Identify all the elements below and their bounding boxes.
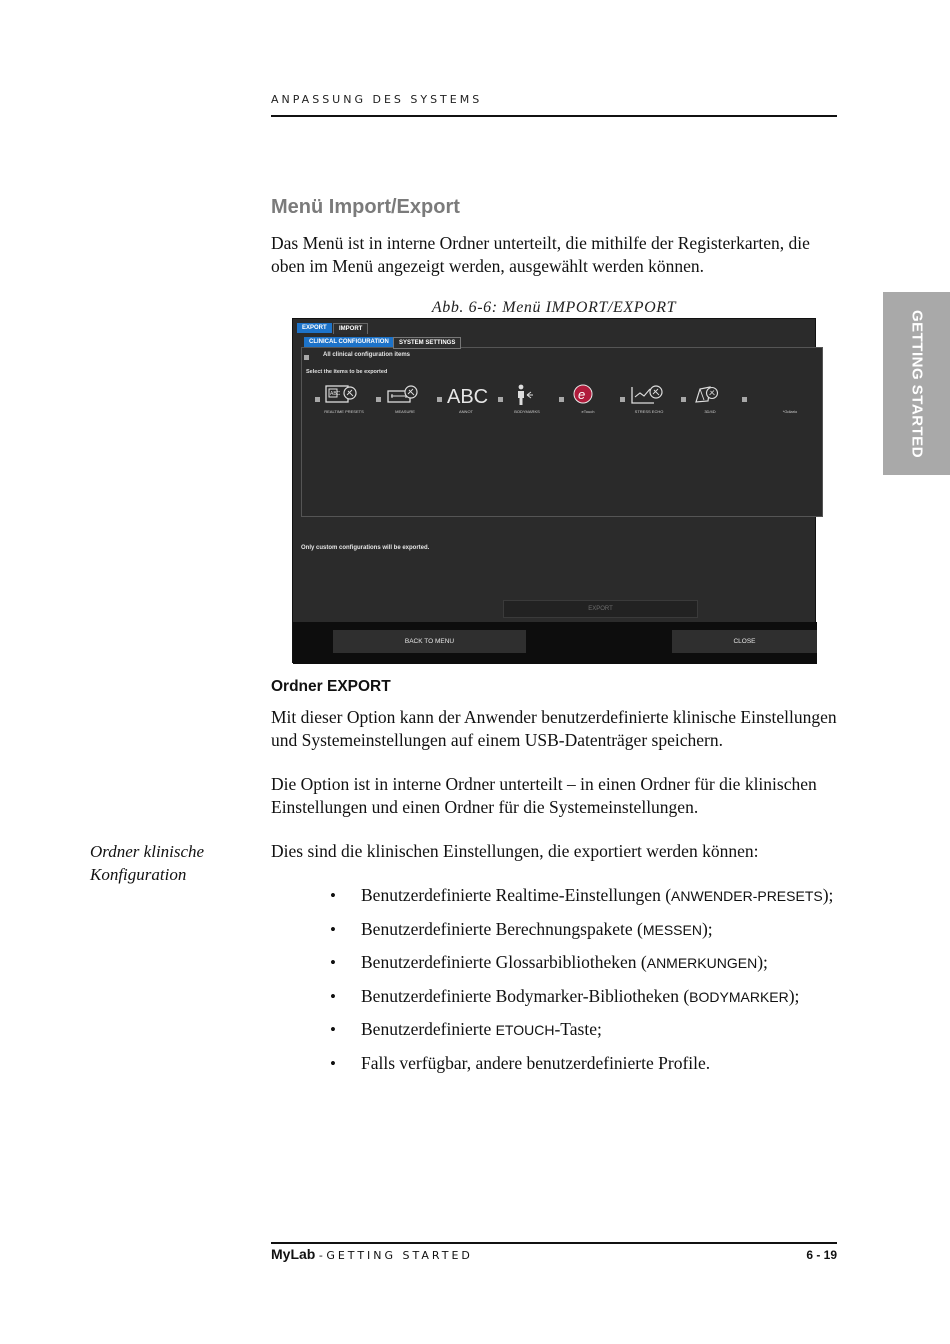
list-item: • Benutzerdefinierte Berechnungspakete (MESSEN); — [330, 918, 850, 952]
side-chapter-tab — [883, 292, 950, 475]
import-export-screenshot — [292, 318, 816, 663]
item-checkbox[interactable] — [376, 397, 381, 402]
list-item: • Falls verfügbar, andere benutzerdefinierte Profile. — [330, 1052, 850, 1086]
bodymarker-icon — [507, 383, 543, 407]
footer-rule — [271, 1242, 837, 1244]
figure-caption: Abb. 6-6: Menü IMPORT/EXPORT — [431, 299, 677, 316]
footer-document-name: GETTING STARTED — [326, 1249, 473, 1262]
item-label: STRESS ECHO — [634, 409, 664, 414]
svg-text:ABC: ABC — [330, 391, 341, 397]
list-item: • Benutzerdefinierte Realtime-Einstellungen (ANWENDER-PRESETS); — [330, 884, 850, 918]
item-label: REALTIME PRESETS — [324, 409, 364, 414]
close-button[interactable]: CLOSE — [672, 630, 817, 653]
item-label: *Gdiario — [782, 409, 798, 414]
footer-title — [271, 1246, 473, 1264]
clinical-settings-list — [330, 884, 850, 1085]
intro-paragraph: Das Menü ist in interne Ordner unterteilt, die mithilfe der Registerkarten, die oben im Menü angezeigt werden, ausgewählt werden können. — [271, 233, 810, 276]
item-measure[interactable] — [376, 383, 438, 417]
all-items-label: All clinical configuration items — [323, 352, 411, 358]
item-annot[interactable] — [437, 383, 499, 417]
subsection-title: Ordner EXPORT — [271, 678, 391, 695]
side-tab-label: GETTING STARTED — [908, 309, 925, 458]
export-note: Only custom configurations will be exported. — [301, 545, 430, 551]
item-checkbox[interactable] — [559, 397, 564, 402]
margin-note: Ordner klinische Konfiguration — [90, 842, 205, 884]
list-item: • Benutzerdefinierte Glossarbibliotheken (ANMERKUNGEN); — [330, 951, 850, 985]
export-paragraph-1: Mit dieser Option kann der Anwender benutzerdefinierte klinische Einstellungen und Systemeinstellungen auf einem USB-Datenträger speichern. — [271, 707, 837, 750]
item-label: BODYMARKS — [514, 409, 540, 414]
item-label: ANNOT — [459, 409, 473, 414]
footer-separator: - — [315, 1249, 327, 1262]
tab-export[interactable]: EXPORT — [297, 323, 332, 333]
item-label: MEASURE — [395, 409, 415, 414]
item-checkbox[interactable] — [681, 397, 686, 402]
select-items-label: Select the items to be exported — [306, 369, 388, 375]
page-number: 6 - 19 — [806, 1248, 837, 1262]
item-checkbox[interactable] — [498, 397, 503, 402]
export-paragraph-2: Die Option ist in interne Ordner unterteilt – in einen Ordner für die klinischen Einstellungen und einen Ordner für die Systemeinstellungen. — [271, 774, 817, 817]
item-checkbox[interactable] — [437, 397, 442, 402]
realtime-presets-icon — [324, 383, 360, 407]
subtab-clinical-configuration[interactable]: CLINICAL CONFIGURATION — [304, 337, 394, 347]
etouch-icon — [568, 383, 604, 407]
item-label: 3D/4D — [704, 409, 716, 414]
item-checkbox[interactable] — [742, 397, 747, 402]
subtab-system-settings[interactable]: SYSTEM SETTINGS — [393, 337, 461, 349]
item-etouch[interactable] — [559, 383, 621, 417]
list-item: • Benutzerdefinierte Bodymarker-Bibliotheken (BODYMARKER); — [330, 985, 850, 1019]
item-checkbox[interactable] — [620, 397, 625, 402]
export-paragraph-3: Dies sind die klinischen Einstellungen, die exportiert werden können: — [271, 841, 759, 861]
measure-icon — [385, 383, 421, 407]
svg-text:e: e — [578, 387, 586, 402]
item-realtime-presets[interactable] — [315, 383, 377, 417]
item-gdiario[interactable] — [742, 383, 804, 417]
list-item: • Benutzerdefinierte ETOUCH-Taste; — [330, 1018, 850, 1052]
section-title: Menü Import/Export — [271, 196, 460, 218]
item-label: eTouch — [581, 409, 595, 414]
all-items-checkbox[interactable] — [304, 355, 309, 360]
item-checkbox[interactable] — [315, 397, 320, 402]
item-bodymarks[interactable] — [498, 383, 560, 417]
stress-echo-icon — [629, 383, 665, 407]
item-stress-echo[interactable] — [620, 383, 682, 417]
annotation-abc-icon — [446, 383, 489, 408]
export-button[interactable]: EXPORT — [503, 600, 698, 618]
footer-brand: MyLab — [271, 1246, 316, 1262]
running-header: ANPASSUNG DES SYSTEMS — [271, 93, 483, 106]
3d4d-icon — [690, 383, 726, 407]
tab-import[interactable]: IMPORT — [333, 323, 368, 334]
back-to-menu-button[interactable]: BACK TO MENU — [333, 630, 526, 653]
svg-text:ABC: ABC — [447, 386, 489, 408]
header-rule — [271, 115, 837, 117]
item-3d4d[interactable] — [681, 383, 743, 417]
